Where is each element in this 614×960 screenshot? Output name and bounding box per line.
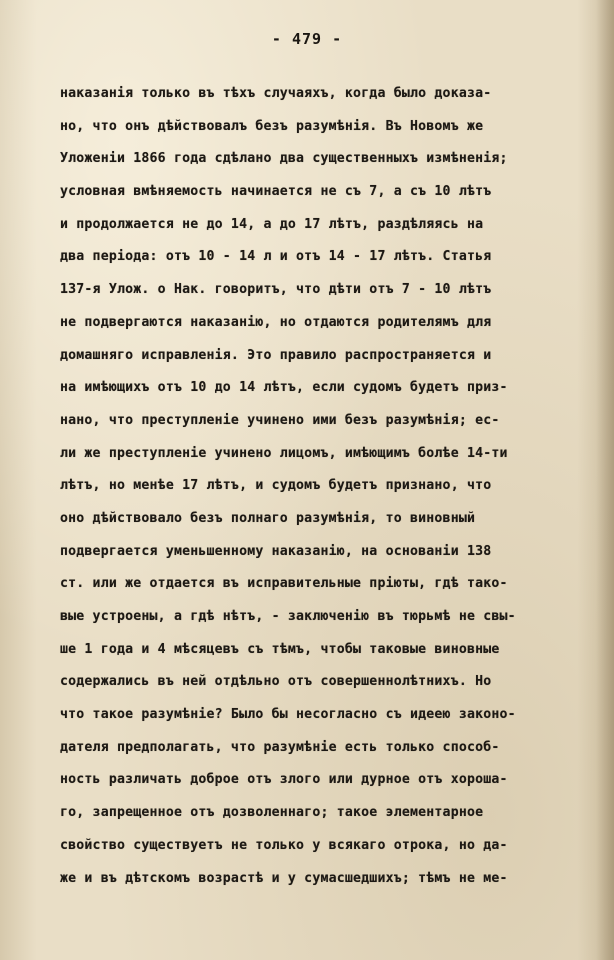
text-line: но, что онъ дѣйствовалъ безъ разумѣнія. Въ Новомъ же <box>60 118 484 134</box>
text-line: содержались въ ней отдѣльно отъ совершеннолѣтнихъ. Но <box>60 674 492 690</box>
text-line: Уложеніи 1866 года сдѣлано два существенныхъ измѣненія; <box>60 151 508 167</box>
text-line: нано, что преступленіе учинено ими безъ разумѣнія; ес- <box>60 412 500 428</box>
text-line: наказанія только въ тѣхъ случаяхъ, когда было доказа- <box>60 86 492 101</box>
text-line: два періода: отъ 10 - 14 л и отъ 14 - 17 лѣтъ. Статья <box>60 249 492 265</box>
text-line: дателя предполагать, что разумѣніе есть только способ- <box>60 739 500 755</box>
text-line: вые устроены, а гдѣ нѣтъ, - заключенію въ тюрьмѣ не свы- <box>60 609 516 624</box>
text-line: на имѣющихъ отъ 10 до 14 лѣтъ, если судомъ будетъ приз- <box>60 380 508 396</box>
text-line: оно дѣйствовало безъ полнаго разумѣнія, то виновный <box>60 510 476 526</box>
text-line: и продолжается не до 14, а до 17 лѣтъ, раздѣляясь на <box>60 216 484 232</box>
text-line: ность различать доброе отъ злого или дурное отъ хороша- <box>60 772 508 788</box>
page-number: - 479 - <box>271 30 343 48</box>
text-line: что такое разумѣніе? Было бы несогласно съ идеею законо- <box>60 707 516 723</box>
text-line: ли же преступленіе учинено лицомъ, имѣющимъ болѣе 14-ти <box>60 445 508 461</box>
text-line: ст. или же отдается въ исправительные пріюты, гдѣ тако- <box>60 576 508 592</box>
text-line: домашняго исправленія. Это правило распространяется и <box>60 347 492 363</box>
text-line: 137-я Улож. о Нак. говоритъ, что дѣти отъ 7 - 10 лѣтъ <box>60 282 492 298</box>
text-line: свойство существуетъ не только у всякаго отрока, но да- <box>60 837 508 853</box>
text-line: не подвергаются наказанію, но отдаются родителямъ для <box>60 314 492 330</box>
text-line: подвергается уменьшенному наказанію, на основаніи 138 <box>60 543 492 559</box>
text-line: лѣтъ, но менѣе 17 лѣтъ, и судомъ будетъ признано, что <box>60 478 492 494</box>
text-line: же и въ дѣтскомъ возрастѣ и у сумасшедшихъ; тѣмъ не ме- <box>60 870 508 886</box>
page-edge-shadow <box>596 0 614 960</box>
text-line: условная вмѣняемость начинается не съ 7, а съ 10 лѣтъ <box>60 184 492 200</box>
text-line: ше 1 года и 4 мѣсяцевъ съ тѣмъ, чтобы таковые виновные <box>60 641 500 657</box>
body-text <box>60 78 600 895</box>
text-line: го, запрещенное отъ дозволеннаго; такое элементарное <box>60 805 484 821</box>
